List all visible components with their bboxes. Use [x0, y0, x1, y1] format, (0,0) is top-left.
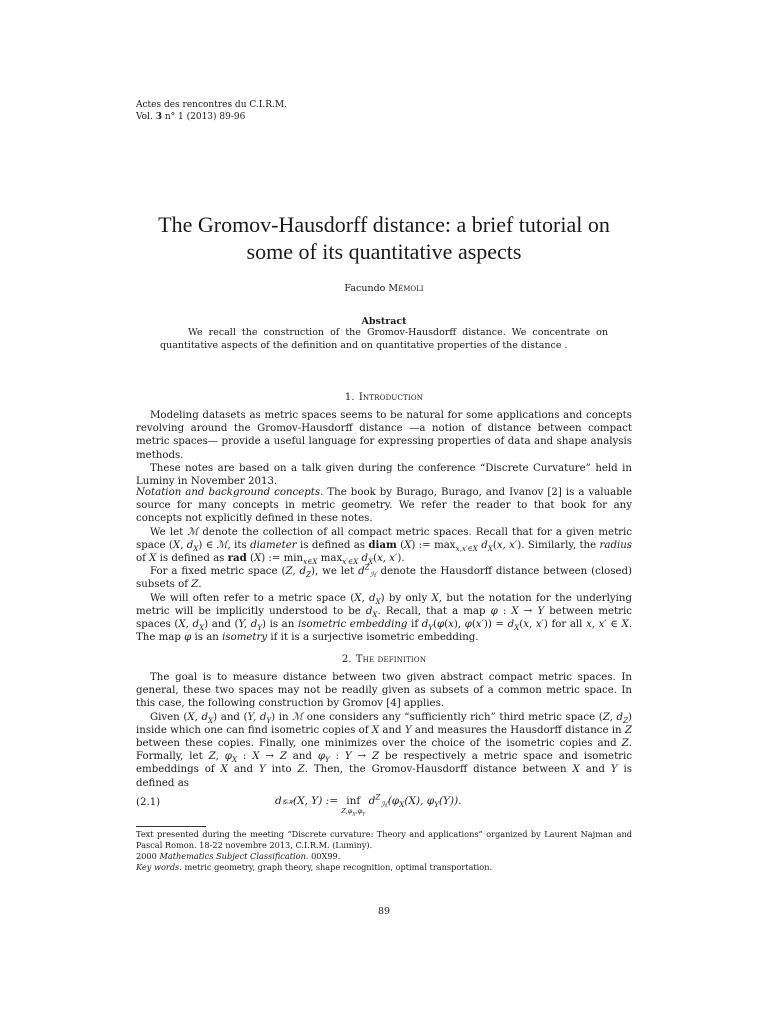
paragraph: We let ℳ denote the collection of all compact metric spaces. Recall that for a given metric space (X, $d_X$) ∈ ℳ, its diameter is defined as diam (X) := $\max_{x,x'\in X} d_X(x$, x′). Similarly, the radius of X is defined as rad (X) := $\min_{x\in X} \max_{x'\in X} d_X(x$, x′). — [136, 526, 633, 567]
definition-body — [136, 671, 632, 790]
introduction-body — [136, 409, 632, 488]
footnote-keywords: Key words. metric geometry, graph theory, shape recognition, optimal transportation. — [136, 862, 493, 872]
paragraph: Notation and background concepts. The book by Burago, Burago, and Ivanov [2] is a valuable source for many concepts in metric geometry. We refer the reader to that book for any concepts not explicitly defined in these notes. — [136, 487, 632, 525]
journal-header — [136, 99, 287, 123]
paragraph: These notes are based on a talk given during the conference “Discrete Curvature” held in Luminy in November 2013. — [136, 462, 632, 488]
page-number: 89 — [377, 906, 391, 917]
journal-name: Actes des rencontres du C.I.R.M. — [136, 100, 287, 110]
notation-body — [136, 486, 632, 644]
section-heading-introduction: 1. Introduction — [344, 392, 424, 403]
paragraph: The goal is to measure distance between two given abstract compact metric spaces. In general, these two spaces may not be readily given as subsets of a common metric space. In this case, the following construction by Gromov [4] applies. — [136, 672, 632, 710]
paragraph: We will often refer to a metric space (X, $d_X$) by only X, but the notation for the underlying metric will be implicitly understood to be $d_X$. Recall, that a map φ : X → Y between metric spaces (X, $d_X$) and (Y, $d_Y$) is an isometric embedding if $d_Y(\varphi(x)$, $\varphi(x')) = d_X(x$, x′) for all x, x′ ∈ X. The map φ is an isometry if it is a surjective isometric embedding. — [136, 592, 633, 644]
paragraph: Modeling datasets as metric spaces seems to be natural for some applications and concepts revolving around the Gromov-Hausdorff distance —a notion of distance between compact metric spaces— provide a useful language for expressing properties of data and shape analysis methods. — [136, 410, 632, 461]
footnote-msc: 2000 Mathematics Subject Classification. 00X99. — [136, 851, 341, 861]
footnotes — [136, 829, 632, 873]
paragraph: For a fixed metric space (Z, $d_Z$), we let $d^Z_ℋ$ denote the Hausdorff distance between (closed) subsets of Z. — [136, 562, 632, 591]
abstract-text: We recall the construction of the Gromov-Hausdorff distance. We concentrate on quantitative aspects of the definition and on quantitative properties of the distance . — [160, 327, 608, 351]
title-line-2: some of its quantitative aspects — [246, 239, 522, 264]
equation-number: (2.1) — [136, 797, 161, 808]
paragraph: Given (X, $d_X$) and (Y, $d_Y$) in ℳ one considers any “sufficiently rich” third metric space (Z, $d_Z$) inside which one can find isometric copies of X and Y and measures the Hausdorff distance in Z between these copies. Finally, one minimizes over the choice of the isometric copies and Z. Formally, let Z, $\varphi_X$ : X → Z and $\varphi_Y$ : Y → Z be respectively a metric space and isometric embeddings of X and Y into Z. Then, the Gromov-Hausdorff distance between X and Y is defined as — [136, 711, 632, 789]
footnote-rule — [136, 826, 206, 827]
author-name: Facundo Mémoli — [344, 283, 424, 294]
title-line-1: The Gromov-Hausdorff distance: a brief tutorial on — [158, 212, 610, 237]
section-heading-definition: 2. The definition — [341, 654, 427, 665]
paper-title — [100, 211, 668, 265]
journal-volume: Vol. 3 n° 1 (2013) 89-96 — [136, 112, 246, 122]
footnote-meeting: Text presented during the meeting “Discrete curvature: Theory and applications” organized by Laurent Najman and Pascal Romon. 18-22 novembre 2013, C.I.R.M. (Luminy). — [136, 829, 632, 850]
abstract-heading: Abstract — [361, 316, 407, 327]
gromov-hausdorff-equation: d𝒢ℋ(X, Y) := inf $Z,\varphi_X,\varphi_Y$ $d^Z_ℋ(\varphi_X(X)$, $\varphi_Y(Y)$). — [275, 792, 462, 818]
